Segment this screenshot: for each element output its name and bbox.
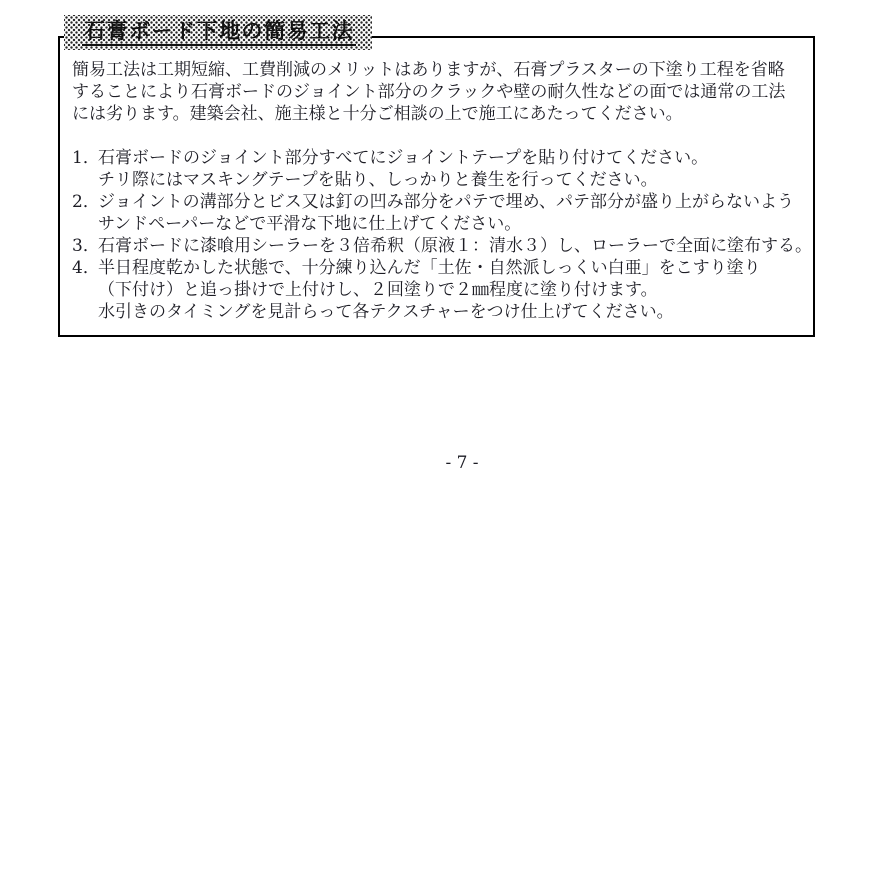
- step-line: [72, 257, 807, 279]
- step-line: （下付け）と追っ掛けで上付けし、２回塗りで２㎜程度に塗り付けます。: [98, 280, 658, 300]
- step-item-2: [72, 191, 807, 235]
- intro-paragraph: [72, 59, 807, 125]
- step-number: 3．: [72, 236, 100, 256]
- step-line: [72, 147, 807, 169]
- section-title-banner: [64, 15, 372, 50]
- step-line: サンドペーパーなどで平滑な下地に仕上げてください。: [98, 214, 522, 234]
- step-number: 1．: [72, 148, 100, 168]
- step-number: 2．: [72, 192, 100, 212]
- step-number: 4．: [72, 258, 100, 278]
- step-line: 水引きのタイミングを見計らって各テクスチャーをつけ仕上げてください。: [98, 302, 674, 322]
- step-line: [72, 191, 807, 213]
- intro-line: することにより石膏ボードのジョイント部分のクラックや壁の耐久性などの面では通常の工法: [72, 82, 786, 102]
- step-item-1: [72, 147, 807, 191]
- instructions-box: [58, 36, 815, 337]
- numbered-steps: [72, 147, 812, 323]
- page-number: - 7 -: [445, 453, 479, 473]
- intro-line: 簡易工法は工期短縮、工費削減のメリットはありますが、石膏プラスターの下塗り工程を省略: [72, 60, 785, 80]
- step-item-4: [72, 257, 807, 323]
- section-title: 石膏ボード下地の簡易工法: [82, 19, 356, 46]
- step-text: 石膏ボードに漆喰用シーラーを３倍希釈（原液１：清水３）し、ローラーで全面に塗布する。: [98, 236, 812, 256]
- step-item-3: [72, 235, 812, 257]
- step-line: チリ際にはマスキングテープを貼り、しっかりと養生を行ってください。: [98, 170, 658, 190]
- step-line: [72, 235, 812, 257]
- intro-line: には劣ります。建築会社、施主様と十分ご相談の上で施工にあたってください。: [72, 104, 683, 124]
- step-text: 石膏ボードのジョイント部分すべてにジョイントテープを貼り付けてください。: [98, 148, 709, 168]
- step-text: ジョイントの溝部分とビス又は釘の凹み部分をパテで埋め、パテ部分が盛り上がらないよう: [98, 192, 794, 212]
- step-text: 半日程度乾かした状態で、十分練り込んだ「土佐・自然派しっくい白亜」をこすり塗り: [98, 258, 761, 278]
